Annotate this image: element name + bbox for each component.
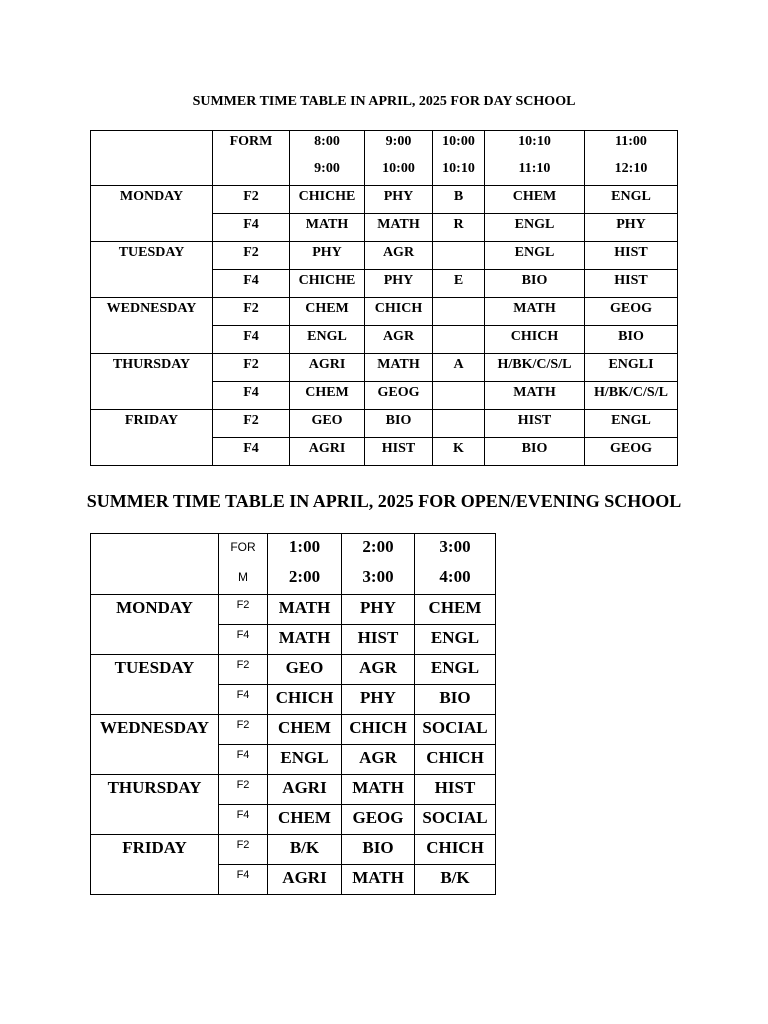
time-end: 10:00 (365, 158, 433, 186)
subject-cell: CHICHE (290, 270, 365, 298)
subject-cell: HIST (585, 270, 678, 298)
time-start: 10:10 (485, 131, 585, 159)
day-label: THURSDAY (91, 354, 213, 410)
subject-cell: R (433, 214, 485, 242)
subject-cell: GEO (268, 655, 342, 685)
subject-cell: CHICH (485, 326, 585, 354)
time-start: 9:00 (365, 131, 433, 159)
subject-cell: AGR (342, 655, 415, 685)
subject-cell: E (433, 270, 485, 298)
subject-cell: HIST (365, 438, 433, 466)
subject-cell: PHY (365, 270, 433, 298)
subject-cell: GEOG (585, 438, 678, 466)
subject-cell: CHICHE (290, 186, 365, 214)
subject-cell: BIO (365, 410, 433, 438)
subject-cell: B/K (268, 835, 342, 865)
subject-cell: ENGL (485, 242, 585, 270)
subject-cell: GEOG (365, 382, 433, 410)
time-start: 10:00 (433, 131, 485, 159)
subject-cell: K (433, 438, 485, 466)
form-cell: F4 (213, 326, 290, 354)
time-end: 3:00 (342, 564, 415, 595)
form-cell: F4 (213, 214, 290, 242)
time-end: 4:00 (415, 564, 496, 595)
subject-cell: PHY (342, 595, 415, 625)
subject-cell: MATH (485, 382, 585, 410)
form-cell: F2 (213, 186, 290, 214)
subject-cell (433, 298, 485, 326)
table-row (91, 242, 678, 270)
subject-cell: AGR (342, 745, 415, 775)
subject-cell (433, 410, 485, 438)
table-row (91, 410, 678, 438)
time-end: 11:10 (485, 158, 585, 186)
table-row (91, 354, 678, 382)
subject-cell: BIO (485, 270, 585, 298)
subject-cell: MATH (268, 625, 342, 655)
form-cell: F2 (213, 354, 290, 382)
table-row (91, 715, 496, 745)
subject-cell: ENGL (268, 745, 342, 775)
subject-cell: MATH (342, 865, 415, 895)
subject-cell: HIST (585, 242, 678, 270)
subject-cell: B/K (415, 865, 496, 895)
subject-cell: ENGLI (585, 354, 678, 382)
subject-cell: ENGL (415, 625, 496, 655)
subject-cell: HIST (415, 775, 496, 805)
form-header: FORM (213, 131, 290, 186)
subject-cell: MATH (365, 354, 433, 382)
subject-cell: CHEM (290, 382, 365, 410)
day-label: MONDAY (91, 186, 213, 242)
form-cell: F4 (213, 270, 290, 298)
form-cell: F2 (213, 410, 290, 438)
table-row (91, 186, 678, 214)
subject-cell: ENGL (585, 186, 678, 214)
time-start: 3:00 (415, 534, 496, 565)
subject-cell: GEOG (585, 298, 678, 326)
subject-cell: CHEM (268, 805, 342, 835)
subject-cell: AGR (365, 242, 433, 270)
day-label: WEDNESDAY (91, 298, 213, 354)
form-cell: F4 (219, 685, 268, 715)
subject-cell: CHICH (415, 835, 496, 865)
subject-cell: HIST (342, 625, 415, 655)
subject-cell: AGRI (290, 438, 365, 466)
subject-cell: B (433, 186, 485, 214)
header-row (91, 131, 678, 159)
subject-cell: CHEM (415, 595, 496, 625)
form-cell: F2 (219, 715, 268, 745)
subject-cell: PHY (585, 214, 678, 242)
form-cell: F4 (219, 865, 268, 895)
table-row (91, 835, 496, 865)
time-start: 2:00 (342, 534, 415, 565)
subject-cell: CHICH (342, 715, 415, 745)
day-label: FRIDAY (91, 410, 213, 466)
table-row (91, 595, 496, 625)
subject-cell: AGRI (268, 865, 342, 895)
subject-cell: GEO (290, 410, 365, 438)
subject-cell: PHY (290, 242, 365, 270)
subject-cell (433, 382, 485, 410)
subject-cell: PHY (365, 186, 433, 214)
day-label: MONDAY (91, 595, 219, 655)
table-row (91, 655, 496, 685)
blank-corner-cell (91, 131, 213, 186)
day-label: WEDNESDAY (91, 715, 219, 775)
time-start: 11:00 (585, 131, 678, 159)
subject-cell: CHEM (485, 186, 585, 214)
day-school-title: SUMMER TIME TABLE IN APRIL, 2025 FOR DAY SCHOOL (192, 94, 576, 109)
subject-cell: AGRI (268, 775, 342, 805)
form-cell: F4 (219, 805, 268, 835)
subject-cell: BIO (342, 835, 415, 865)
time-end: 9:00 (290, 158, 365, 186)
table-row (91, 775, 496, 805)
subject-cell: HIST (485, 410, 585, 438)
day-label: THURSDAY (91, 775, 219, 835)
subject-cell: CHICH (415, 745, 496, 775)
form-cell: F2 (213, 298, 290, 326)
form-header-bottom: M (219, 564, 268, 595)
evening-school-title: SUMMER TIME TABLE IN APRIL, 2025 FOR OPEN/EVENING SCHOOL (86, 491, 682, 511)
subject-cell: CHEM (290, 298, 365, 326)
form-cell: F2 (219, 835, 268, 865)
subject-cell: AGRI (290, 354, 365, 382)
subject-cell: SOCIAL (415, 805, 496, 835)
subject-cell: MATH (365, 214, 433, 242)
form-header-top: FOR (219, 534, 268, 565)
subject-cell (433, 326, 485, 354)
subject-cell: ENGL (290, 326, 365, 354)
subject-cell: SOCIAL (415, 715, 496, 745)
form-cell: F4 (213, 382, 290, 410)
evening-school-timetable (90, 533, 496, 895)
subject-cell: H/BK/C/S/L (585, 382, 678, 410)
subject-cell: BIO (585, 326, 678, 354)
subject-cell: MATH (268, 595, 342, 625)
time-end: 12:10 (585, 158, 678, 186)
subject-cell: ENGL (415, 655, 496, 685)
form-cell: F2 (219, 655, 268, 685)
time-start: 1:00 (268, 534, 342, 565)
subject-cell: PHY (342, 685, 415, 715)
subject-cell: A (433, 354, 485, 382)
form-cell: F2 (219, 775, 268, 805)
form-cell: F4 (219, 625, 268, 655)
day-label: TUESDAY (91, 655, 219, 715)
subject-cell: ENGL (485, 214, 585, 242)
time-end: 2:00 (268, 564, 342, 595)
subject-cell: CHICH (365, 298, 433, 326)
subject-cell: BIO (415, 685, 496, 715)
blank-corner-cell (91, 534, 219, 595)
subject-cell: GEOG (342, 805, 415, 835)
subject-cell: MATH (485, 298, 585, 326)
subject-cell: CHEM (268, 715, 342, 745)
form-cell: F4 (213, 438, 290, 466)
day-school-timetable (90, 130, 678, 466)
table-row (91, 298, 678, 326)
form-cell: F2 (213, 242, 290, 270)
subject-cell (433, 242, 485, 270)
subject-cell: CHICH (268, 685, 342, 715)
form-cell: F2 (219, 595, 268, 625)
subject-cell: MATH (290, 214, 365, 242)
subject-cell: AGR (365, 326, 433, 354)
day-label: FRIDAY (91, 835, 219, 895)
time-end: 10:10 (433, 158, 485, 186)
subject-cell: H/BK/C/S/L (485, 354, 585, 382)
form-cell: F4 (219, 745, 268, 775)
subject-cell: MATH (342, 775, 415, 805)
subject-cell: ENGL (585, 410, 678, 438)
day-label: TUESDAY (91, 242, 213, 298)
time-start: 8:00 (290, 131, 365, 159)
subject-cell: BIO (485, 438, 585, 466)
header-row (91, 534, 496, 565)
